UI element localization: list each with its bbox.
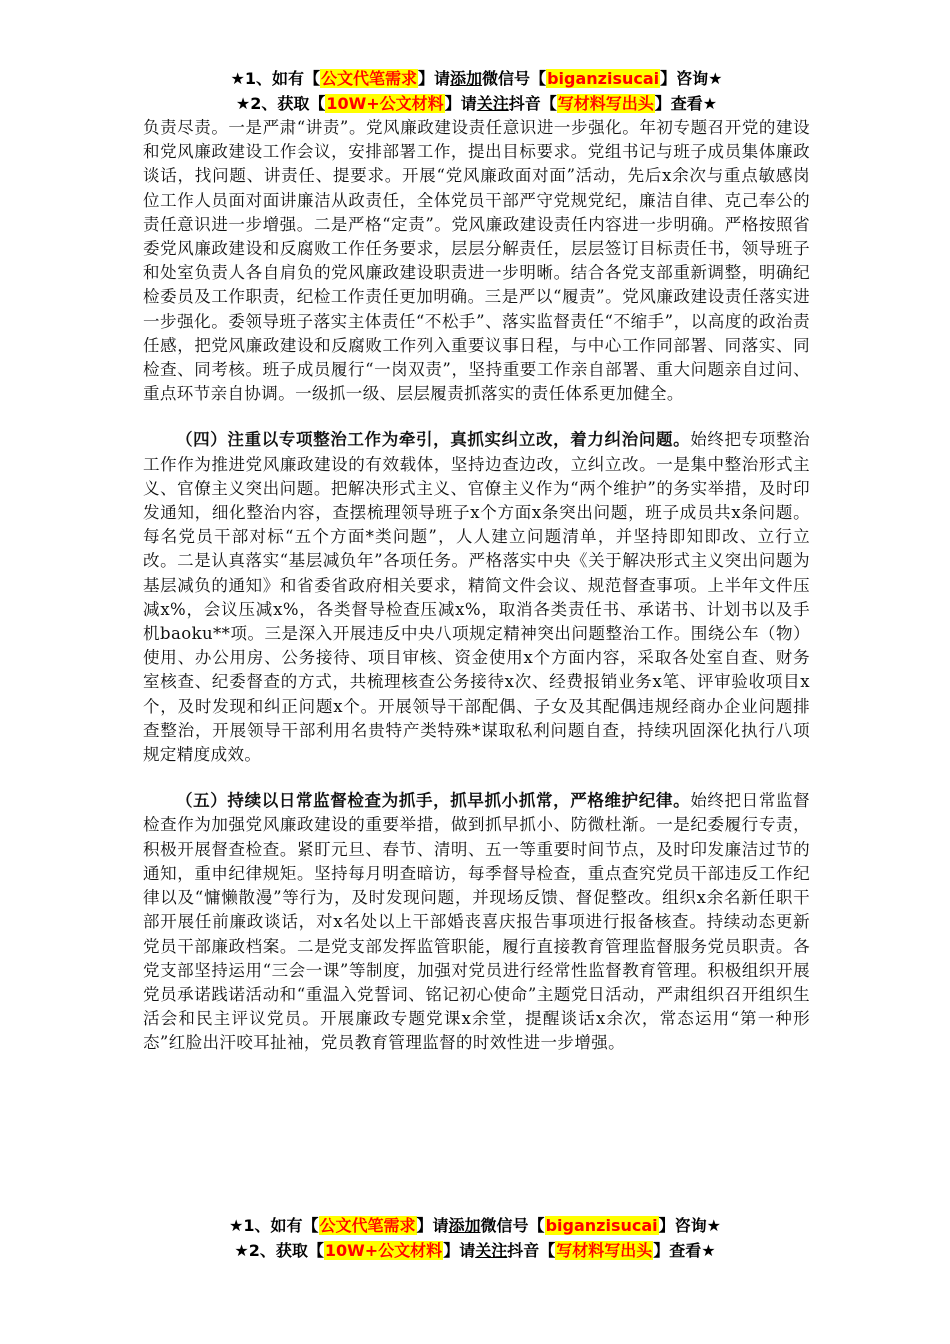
promo-text: 】请 — [444, 94, 477, 113]
section-body-4: 始终把专项整治工作作为推进党风廉政建设的有效载体，坚持边查边改，立纠立改。一是集中整治形式主义、官僚主义突出问题。把解决形式主义、官僚主义作为“两个维护”的务实举措，及时印发通知，细化整治内容，查摆梳理领导班子x个方面x条突出问题，班子成员共x条问题。每名党员干部对标“五个方面*类问题”，人人建立问题清单，并坚持即知即改、立行立改。二是认真落实“基层减负年”各项任务。严格落实中央《关于解决形式主义突出问题为基层减负的通知》和省委省政府相关要求，精简文件会议、规范督查事项。上半年文件压减x%，会议压减x%，各类督导检查压减x%，取消各类责任书、承诺书、计划书以及手机baoku**项。三是深入开展违反中央八项规定精神突出问题整治工作。围绕公车（物）使用、办公用房、公务接待、项目审核、资金使用x个方面内容，采取各处室自查、财务室核查、纪委督查的方式，共梳理核查公务接待x次、经费报销业务x笔、评审验收项目x个，及时发现和纠正问题x个。开展领导干部配偶、子女及其配偶违规经商办企业问题排查整治，开展领导干部利用名贵特产类特殊*谋取私利问题自查，持续巩固深化执行八项规定精度成效。 — [143, 430, 810, 765]
wechat-id-highlight: biganzisucai — [547, 69, 660, 88]
paragraph-responsibility: 负责尽责。一是严肃“讲责”。党风廉政建设责任意识进一步强化。年初专题召开党的建设和党风廉政建设工作会议，安排部署工作，提出目标要求。党组书记与班子成员集体廉政谈话，找问题、讲责任、提要求。开展“党风廉政面对面”活动，先后x余次与重点敏感岗位工作人员面对面讲廉洁从政责任，全体党员干部严守党规党纪，廉洁自律、克己奉公的责任意识进一步增强。二是严格“定责”。党风廉政建设责任内容进一步明确。严格按照省委党风廉政建设和反腐败工作任务要求，层层分解责任，层层签订目标责任书，领导班子和处室负责人各自肩负的党风廉政建设职责进一步明晰。结合各党支部重新调整，明确纪检委员及工作职责，纪检工作责任更加明确。三是严以“履责”。党风廉政建设责任落实进一步强化。委领导班子落实主体责任“不松手”、落实监督责任“不缩手”，以高度的政治责任感，把党风廉政建设和反腐败工作列入重要议事日程，与中心工作同部署、同落实、同检查、同考核。班子成员履行“一岗双责”，坚持重要工作亲自部署、重大问题亲自过问、重点环节亲自协调。一级抓一级、层层履责抓落实的责任体系更加健全。 — [143, 118, 810, 404]
wechat-id-highlight: biganzisucai — [545, 1216, 658, 1235]
promo-text: ★1、如有【 — [229, 1216, 319, 1235]
promo-underlined-text: 添加 — [448, 1216, 481, 1235]
paragraph-special-rectification — [143, 428, 810, 767]
douyin-account-highlight: 写材料写出头 — [557, 94, 654, 113]
promo-line-2 — [0, 1238, 950, 1263]
section-heading-4: （四）注重以专项整治工作为牵引，真抓实纠立改，着力纠治问题。 — [176, 430, 691, 450]
promo-text: ★2、获取【 — [234, 1241, 324, 1260]
promo-text: 】请 — [416, 1216, 449, 1235]
highlight-tag: 10W+公文材料 — [324, 1241, 443, 1260]
promo-banner-top — [143, 66, 810, 116]
promo-text: 微信号【 — [480, 1216, 545, 1235]
promo-line-2 — [143, 91, 810, 116]
promo-text: 】查看★ — [653, 1241, 716, 1260]
promo-banner-bottom — [0, 1213, 950, 1263]
promo-text: 】请 — [418, 69, 451, 88]
promo-text: 抖音【 — [507, 1241, 556, 1260]
douyin-account-highlight: 写材料写出头 — [556, 1241, 653, 1260]
section-heading-5: （五）持续以日常监督检查为抓手，抓早抓小抓常，严格维护纪律。 — [176, 791, 691, 811]
promo-text: 抖音【 — [508, 94, 557, 113]
section-body-5: 始终把日常监督检查作为加强党风廉政建设的重要举措，做到抓早抓小、防微杜渐。一是纪委履行专责，积极开展督查检查。紧盯元旦、春节、清明、五一等重要时间节点，及时印发廉洁过节的通知，重申纪律规矩。坚持每月明查暗访，每季督导检查，重点查究党员干部违反工作纪律以及“慵懒散漫”等行为，及时发现问题，并现场反馈、督促整改。组织x余名新任职干部开展任前廉政谈话，对x名处以上干部婚丧喜庆报告事项进行报备核查。持续动态更新党员干部廉政档案。二是党支部发挥监管职能，履行直接教育管理监督服务党员职责。各党支部坚持运用“三会一课”等制度，加强对党员进行经常性监督教育管理。积极组织开展党员承诺践诺活动和“重温入党誓词、铭记初心使命”主题党日活动，严肃组织召开组织生活会和民主评议党员。开展廉政专题党课x余堂，提醒谈话x余次，常态运用“第一种形态”红脸出汗咬耳扯袖，党员教育管理监督的时效性进一步增强。 — [143, 791, 810, 1053]
promo-text: ★1、如有【 — [230, 69, 320, 88]
promo-underlined-text: 关注 — [476, 94, 509, 113]
promo-text: 】咨询★ — [658, 1216, 721, 1235]
paragraph-daily-supervision — [143, 789, 810, 1055]
promo-underlined-text: 添加 — [450, 69, 483, 88]
promo-line-1 — [0, 1213, 950, 1238]
promo-text: 】咨询★ — [660, 69, 723, 88]
promo-line-1 — [143, 66, 810, 91]
promo-text: ★2、获取【 — [235, 94, 326, 113]
promo-text: 】请 — [443, 1241, 476, 1260]
highlight-tag: 公文代笔需求 — [321, 69, 418, 88]
highlight-tag: 公文代笔需求 — [319, 1216, 416, 1235]
promo-underlined-text: 关注 — [475, 1241, 508, 1260]
promo-text: 微信号【 — [482, 69, 547, 88]
highlight-tag: 10W+公文材料 — [326, 94, 444, 113]
promo-text: 】查看★ — [654, 94, 718, 113]
